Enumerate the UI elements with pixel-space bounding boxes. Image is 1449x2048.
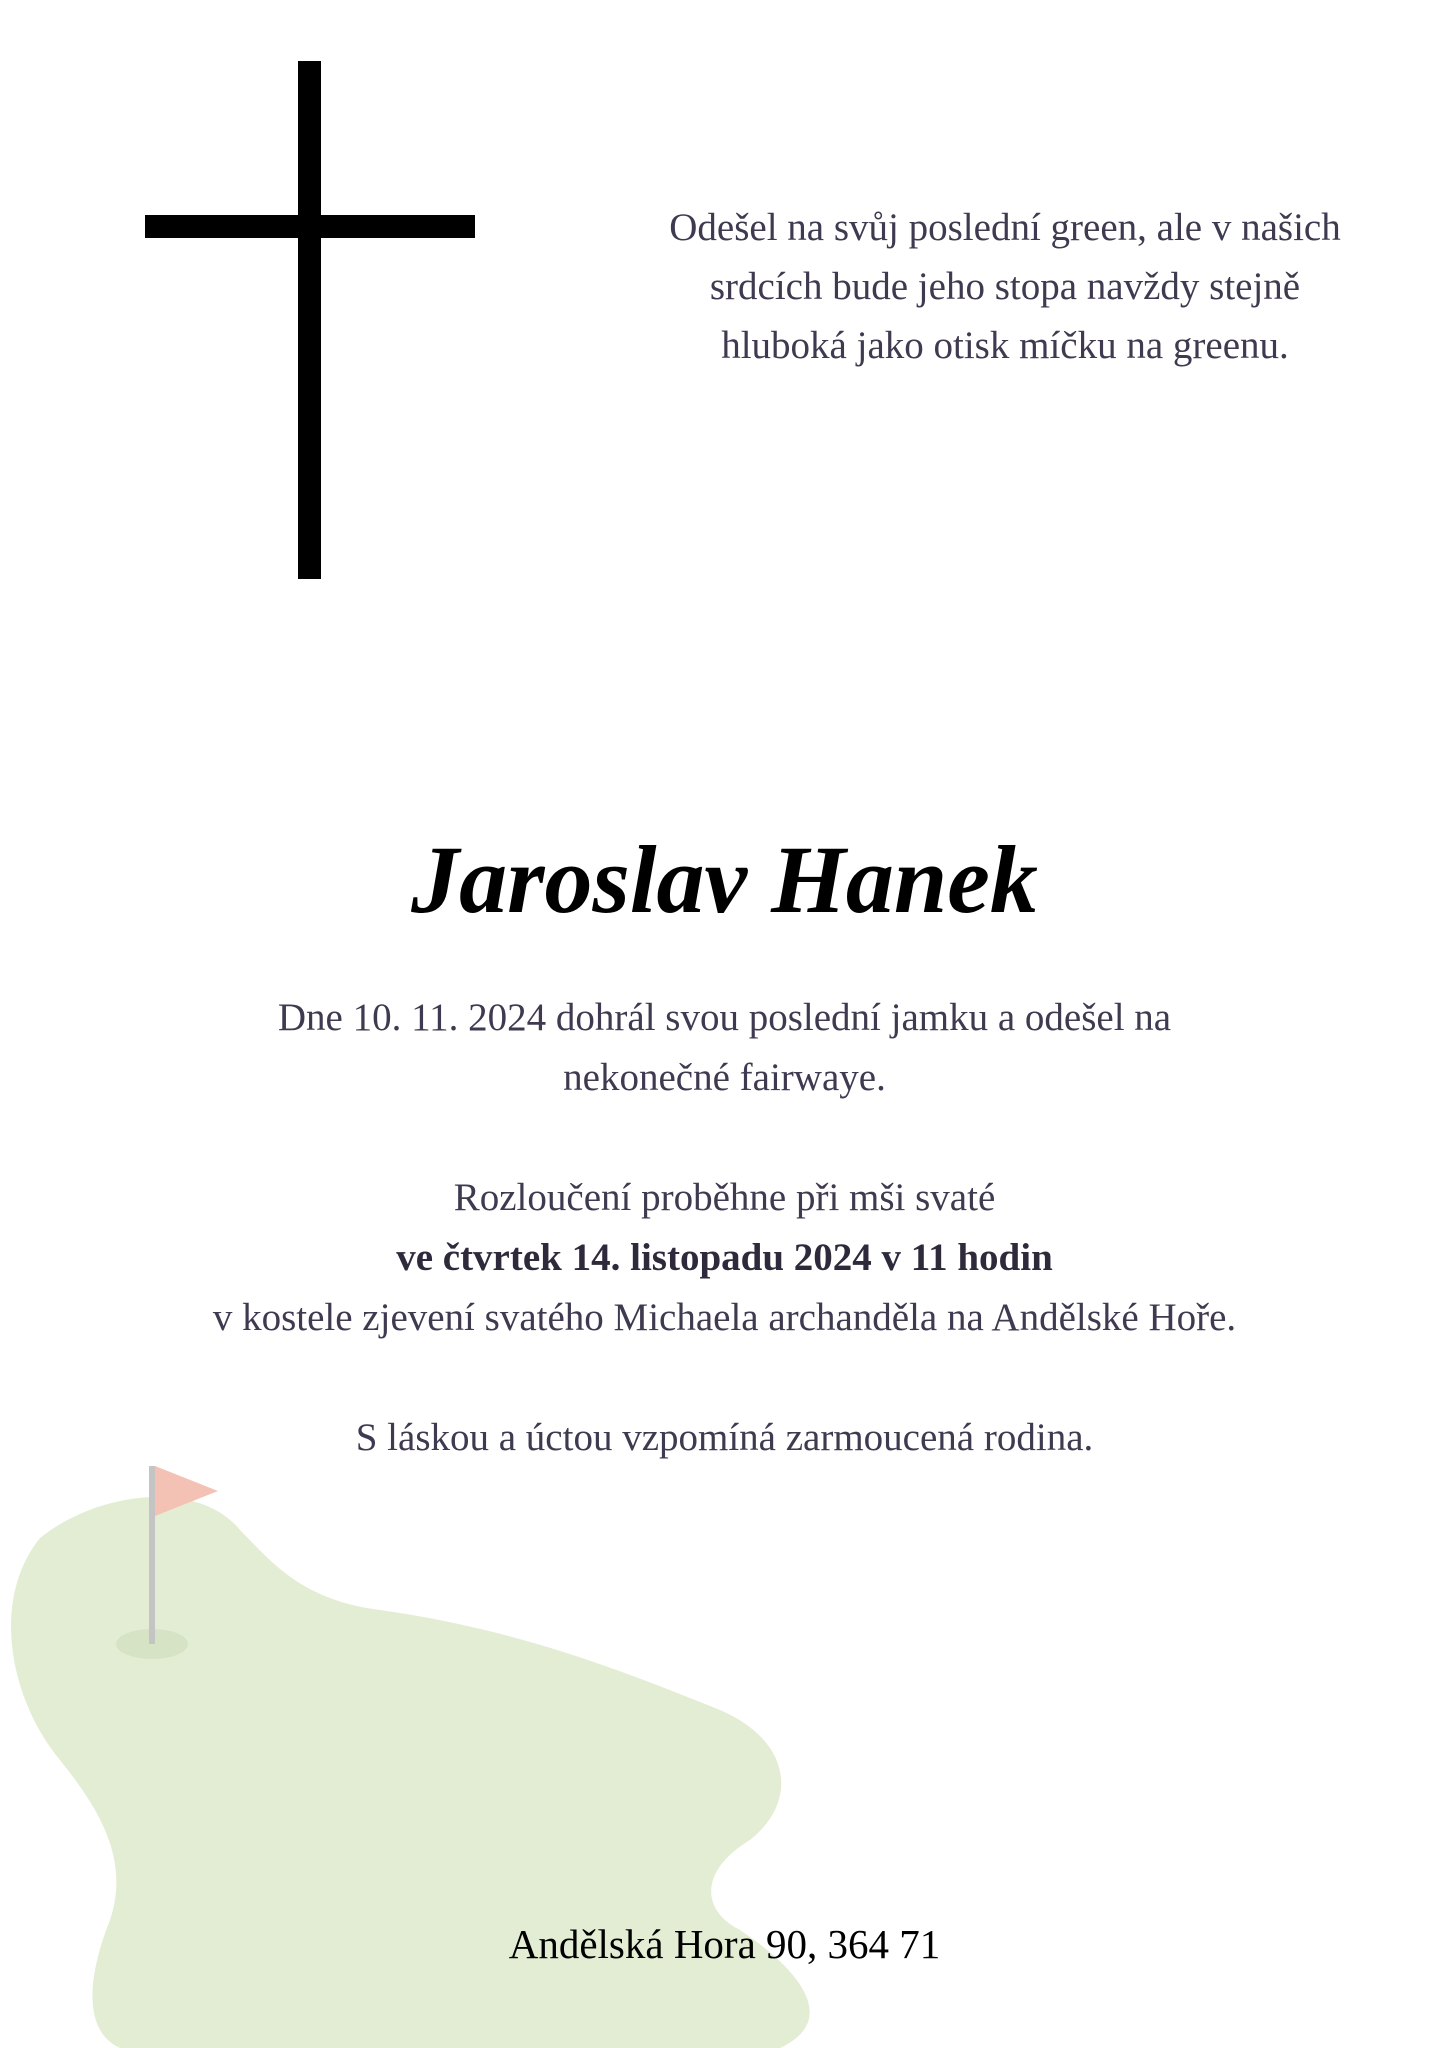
closing-line: S láskou a úctou vzpomíná zarmoucená rodina. [355,1416,1094,1459]
ceremony-datetime: ve čtvrtek 14. listopadu 2024 v 11 hodin [396,1236,1053,1279]
announcement-block [0,988,1449,1468]
memorial-quote: Odešel na svůj poslední green, ale v našich srdcích bude jeho stopa navždy stejně hluboká jako otisk míčku na greenu. [669,206,1341,367]
announcement-line-1: Dne 10. 11. 2024 dohrál svou poslední jamku a odešel na [277,996,1172,1039]
ceremony-intro: Rozloučení proběhne při mši svaté [453,1176,996,1219]
ceremony-location: v kostele zjevení svatého Michaela archanděla na Andělské Hoře. [212,1296,1237,1339]
golf-flag-pole-icon [149,1466,155,1644]
spacer [0,1348,1449,1408]
cross-vertical-bar [298,61,321,579]
cross-horizontal-bar [145,215,475,238]
announcement-line-2: nekonečné fairwaye. [563,1056,886,1099]
address: Andělská Hora 90, 364 71 [508,1921,941,1967]
spacer [0,1108,1449,1168]
deceased-name: Jaroslav Hanek [411,826,1038,933]
